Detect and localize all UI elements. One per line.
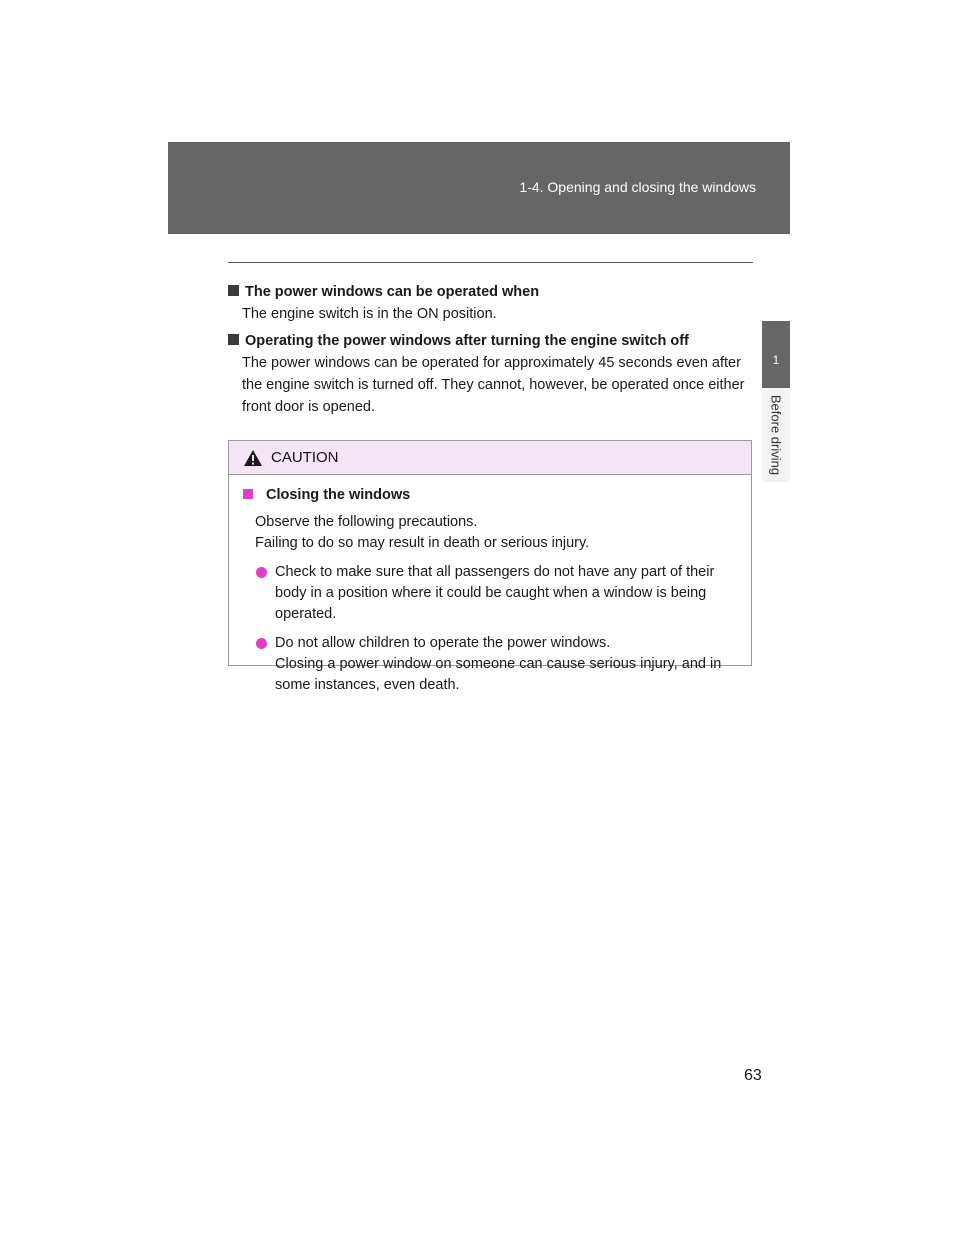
square-bullet-icon — [243, 489, 253, 499]
caution-body — [229, 475, 751, 696]
chapter-tab — [762, 321, 790, 388]
caution-bullet: Check to make sure that all passengers do not have any part of their body in a position where it could be caught when a window is being operated. — [243, 562, 751, 625]
note-heading: Operating the power windows after turning the engine switch off — [245, 333, 689, 349]
note-item — [228, 330, 758, 418]
section-divider — [228, 262, 753, 263]
square-bullet-icon — [228, 285, 239, 296]
chapter-number: 1 — [772, 353, 780, 367]
caution-header — [229, 441, 751, 475]
caution-title: CAUTION — [271, 449, 339, 466]
section-title: 1-4. Opening and closing the windows — [519, 179, 756, 195]
note-item — [228, 281, 758, 325]
square-bullet-icon — [228, 334, 239, 345]
note-heading: The power windows can be operated when — [245, 284, 540, 300]
note-body: The engine switch is in the ON position. — [242, 306, 497, 322]
caution-box — [228, 440, 752, 693]
round-bullet-icon — [256, 638, 267, 649]
header-band — [168, 142, 790, 234]
caution-bullet: Do not allow children to operate the power windows. Closing a power window on someone can cause serious injury, and in some instances, even death. — [243, 633, 751, 696]
round-bullet-icon — [256, 567, 267, 578]
caution-intro: Observe the following precautions. Failing to do so may result in death or serious injury. — [255, 514, 590, 551]
warning-triangle-icon — [243, 449, 263, 467]
note-body: The power windows can be operated for approximately 45 seconds even after the engine switch is turned off. They cannot, however, be operated once either front door is opened. — [242, 355, 745, 415]
page-number: 63 — [744, 1067, 762, 1084]
chapter-label: Before driving — [768, 394, 784, 476]
caution-heading: Closing the windows — [266, 487, 411, 503]
info-notes — [228, 281, 758, 423]
